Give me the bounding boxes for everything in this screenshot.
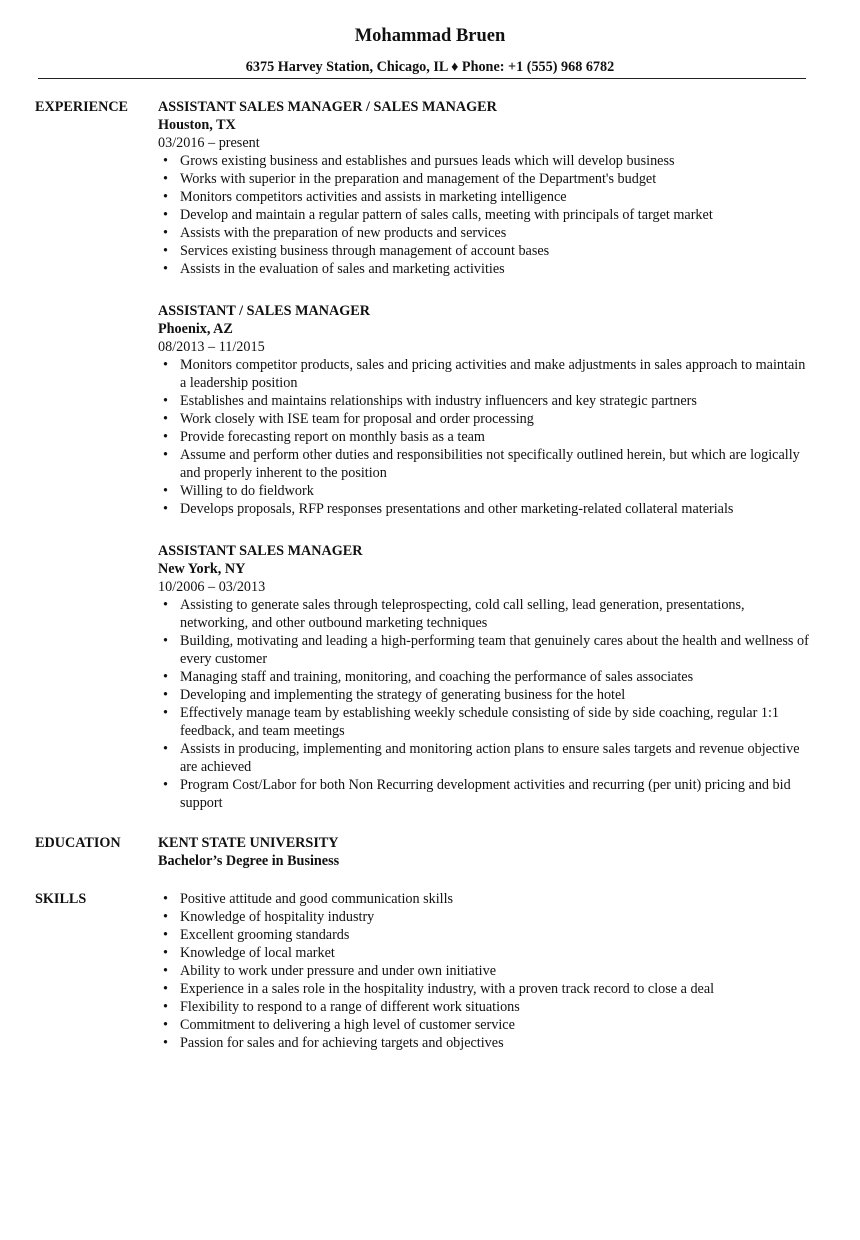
skill-item: • Knowledge of local market: [158, 944, 810, 962]
bullet-item: • Works with superior in the preparation and management of the Department's budget: [158, 170, 810, 188]
bullet-item: • Services existing business through management of account bases: [158, 242, 810, 260]
job-title: ASSISTANT / SALES MANAGER: [158, 303, 370, 319]
bullet-item: • Assists with the preparation of new products and services: [158, 224, 810, 242]
job-bullets: [158, 152, 818, 278]
job-title: ASSISTANT SALES MANAGER: [158, 543, 363, 559]
header-divider: [38, 78, 806, 79]
bullet-item: • Developing and implementing the strategy of generating business for the hotel: [158, 686, 810, 704]
resume-name: Mohammad Bruen: [354, 26, 506, 46]
bullet-item: • Willing to do fieldwork: [158, 482, 810, 500]
section-label-skills: SKILLS: [35, 891, 87, 907]
job-bullets: [158, 596, 818, 812]
job-location: New York, NY: [158, 561, 246, 577]
bullet-item: • Assists in producing, implementing and monitoring action plans to ensure sales targets and revenue objective are achieved: [158, 740, 810, 776]
job-entry: [158, 302, 818, 518]
degree-name: Bachelor’s Degree in Business: [158, 853, 340, 869]
section-label-education: EDUCATION: [35, 835, 121, 851]
experience-body: [158, 98, 818, 836]
bullet-item: • Program Cost/Labor for both Non Recurring development activities and recurring (per unit) pricing and bid support: [158, 776, 810, 812]
skill-item: • Excellent grooming standards: [158, 926, 810, 944]
bullet-item: • Building, motivating and leading a high-performing team that genuinely cares about the health and wellness of every customer: [158, 632, 810, 668]
skill-item: • Experience in a sales role in the hospitality industry, with a proven track record to close a deal: [158, 980, 810, 998]
section-label-experience: EXPERIENCE: [35, 99, 129, 115]
skills-list: [158, 890, 818, 1052]
contact-line: 6375 Harvey Station, Chicago, IL ♦ Phone: +1 (555) 968 6782: [245, 59, 615, 75]
bullet-item: • Assists in the evaluation of sales and marketing activities: [158, 260, 810, 278]
job-location: Houston, TX: [158, 117, 236, 133]
skill-item: • Ability to work under pressure and under own initiative: [158, 962, 810, 980]
bullet-item: • Managing staff and training, monitoring, and coaching the performance of sales associates: [158, 668, 810, 686]
bullet-item: • Monitors competitor products, sales and pricing activities and make adjustments in sales approach to maintain a leadership position: [158, 356, 810, 392]
skill-item: • Commitment to delivering a high level of customer service: [158, 1016, 810, 1034]
job-dates: 03/2016 – present: [158, 135, 260, 151]
job-dates: 10/2006 – 03/2013: [158, 579, 266, 595]
skill-item: • Passion for sales and for achieving targets and objectives: [158, 1034, 810, 1052]
job-entry: [158, 98, 818, 278]
skills-body: [158, 890, 818, 1052]
school-name: KENT STATE UNIVERSITY: [158, 835, 339, 851]
bullet-item: • Effectively manage team by establishing weekly schedule consisting of side by side coaching, regular 1:1 feedback, and team meetings: [158, 704, 810, 740]
bullet-item: • Grows existing business and establishes and pursues leads which will develop business: [158, 152, 810, 170]
bullet-item: • Assisting to generate sales through teleprospecting, cold call selling, lead generation, presentations, networking, and other outbound marketing techniques: [158, 596, 810, 632]
bullet-item: • Work closely with ISE team for proposal and order processing: [158, 410, 810, 428]
bullet-item: • Develops proposals, RFP responses presentations and other marketing-related collateral materials: [158, 500, 810, 518]
skill-item: • Positive attitude and good communication skills: [158, 890, 810, 908]
job-bullets: [158, 356, 818, 518]
job-title: ASSISTANT SALES MANAGER / SALES MANAGER: [158, 99, 497, 115]
bullet-item: • Establishes and maintains relationships with industry influencers and key strategic partners: [158, 392, 810, 410]
bullet-item: • Develop and maintain a regular pattern of sales calls, meeting with principals of target market: [158, 206, 810, 224]
job-dates: 08/2013 – 11/2015: [158, 339, 265, 355]
education-body: [158, 834, 818, 870]
bullet-item: • Assume and perform other duties and responsibilities not specifically outlined herein, but which are logically and properly inherent to the position: [158, 446, 810, 482]
skill-item: • Flexibility to respond to a range of different work situations: [158, 998, 810, 1016]
bullet-item: • Monitors competitors activities and assists in marketing intelligence: [158, 188, 810, 206]
job-location: Phoenix, AZ: [158, 321, 233, 337]
job-entry: [158, 542, 818, 812]
skill-item: • Knowledge of hospitality industry: [158, 908, 810, 926]
bullet-item: • Provide forecasting report on monthly basis as a team: [158, 428, 810, 446]
